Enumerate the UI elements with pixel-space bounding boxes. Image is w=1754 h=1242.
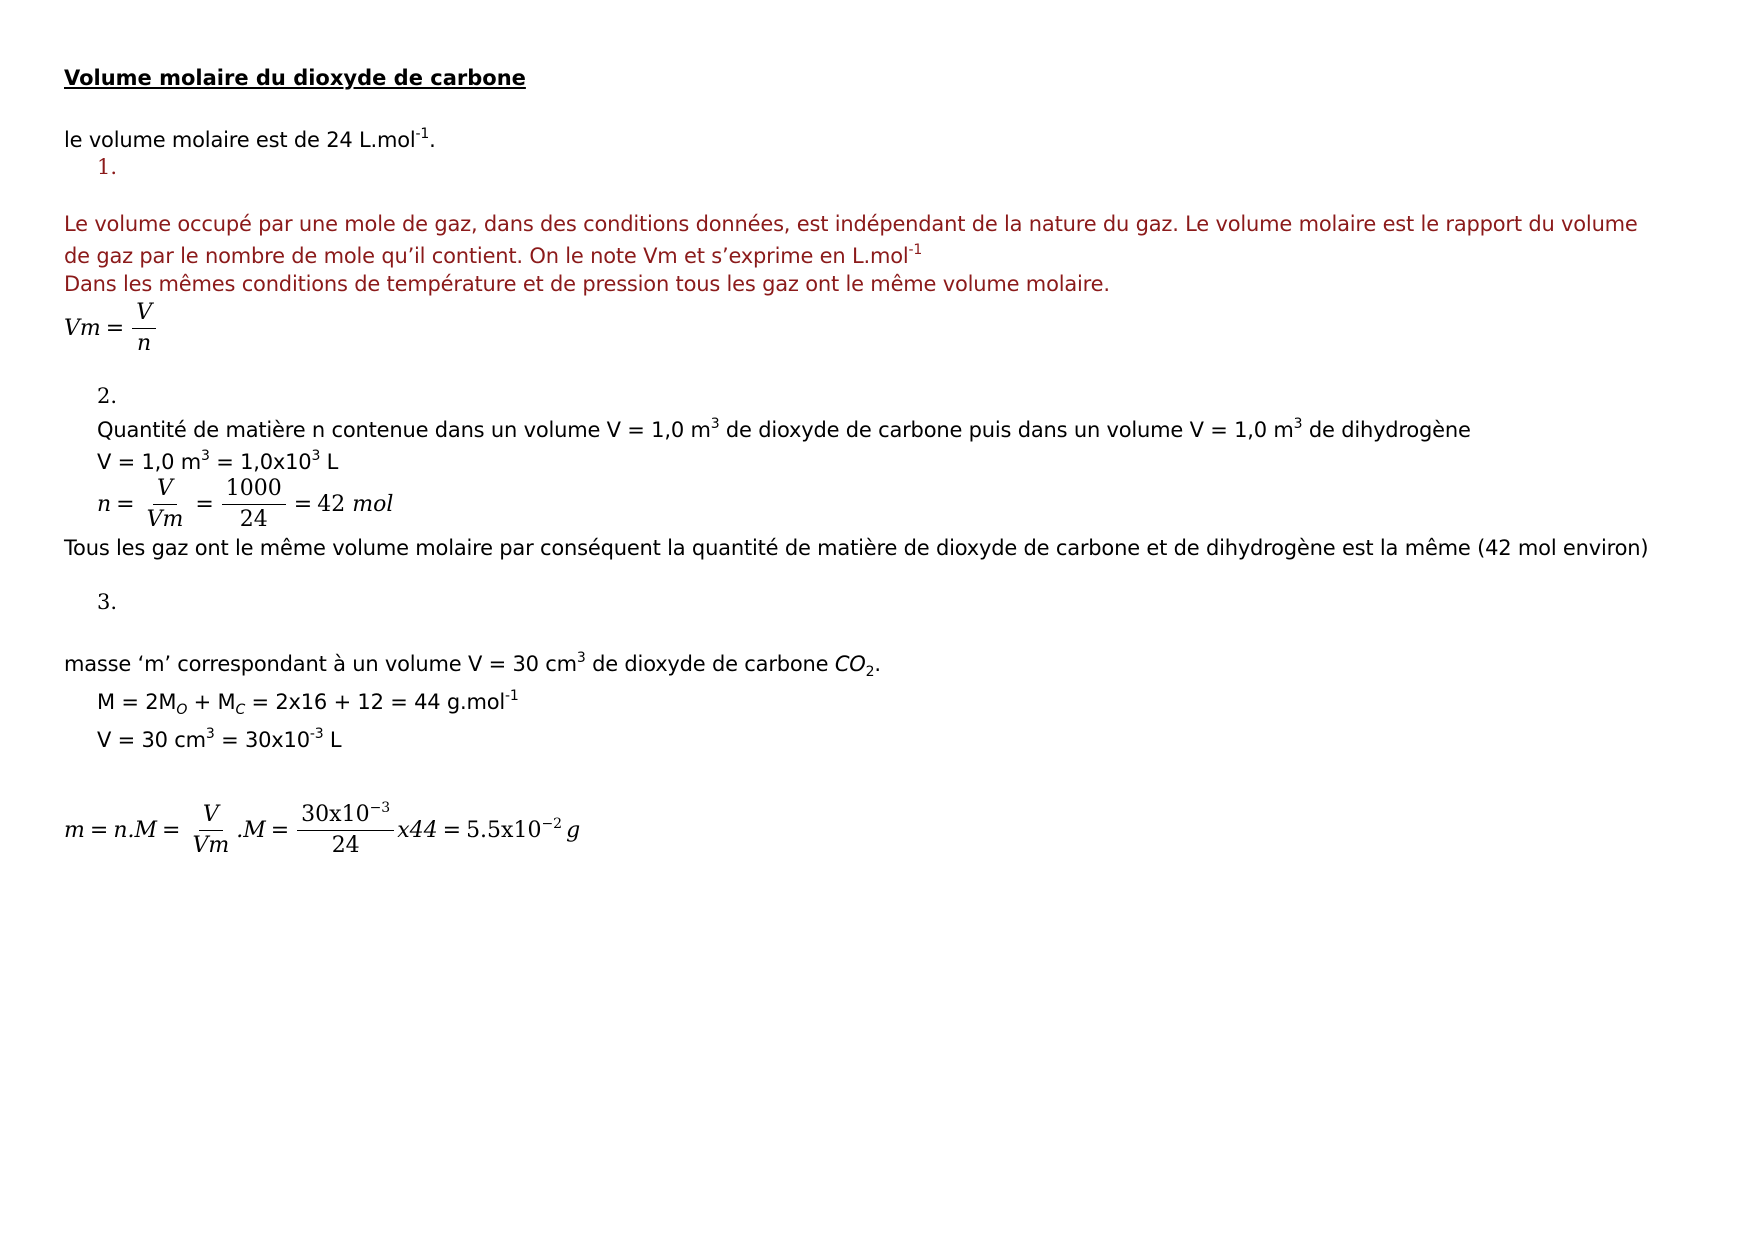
q1-definition-line-2-text: de gaz par le nombre de mole qu’il contient. On le note Vm et s’exprime en L.mol (64, 244, 909, 268)
q3-formula-term-3: x44 (397, 818, 438, 843)
q3-line-3-exp-1: 3 (205, 726, 215, 742)
q3-formula-result-exp: −2 (541, 816, 563, 832)
q3-line-3 (97, 726, 341, 754)
q3-line-1-exp: 3 (576, 650, 586, 666)
q2-line-2 (97, 448, 338, 476)
question-2-number: 2. (97, 384, 118, 408)
q3-formula-result (466, 818, 562, 843)
q2-formula-result: 42 (317, 492, 346, 517)
q3-line-2-a: M = 2M (97, 690, 177, 714)
q2-formula-denominator-1: Vm (146, 507, 184, 532)
q3-formula-numerator-1: V (199, 802, 223, 831)
q3-line-2-b: + M (187, 690, 236, 714)
q3-formula-term-1: n.M (113, 818, 158, 843)
q3-line-1-b: de dioxyde de carbone (585, 652, 835, 676)
q3-formula-equals-4: = (442, 818, 462, 843)
intro-main: le volume molaire est de 24 L.mol (64, 128, 416, 152)
q3-line-2-sub-o: O (176, 702, 188, 718)
q3-line-2-exp: -1 (505, 688, 519, 704)
q2-formula-fraction-2 (222, 476, 286, 533)
q2-formula-lhs: n (97, 492, 112, 517)
q2-line-2-a: V = 1,0 m (97, 450, 202, 474)
intro-exponent: -1 (415, 126, 430, 142)
q1-formula-fraction (132, 300, 156, 357)
q3-line-2-c: = 2x16 + 12 = 44 g.mol (245, 690, 506, 714)
q3-formula-numerator-2-exp: −3 (369, 800, 391, 816)
q3-formula-equals-2: = (162, 818, 181, 843)
q3-line-3-b: = 30x10 (214, 728, 310, 752)
q3-line-3-c: L (323, 728, 342, 752)
q1-formula-lhs: Vm (64, 316, 101, 341)
q2-formula-equals-3: = (293, 492, 313, 517)
q1-formula-equals: = (105, 316, 125, 341)
q2-line-1 (97, 416, 1471, 444)
q3-formula-denominator-2: 24 (331, 833, 360, 858)
q2-formula-numerator-2: 1000 (222, 476, 286, 505)
q2-formula-equals-2: = (195, 492, 214, 517)
q2-line-2-c: L (320, 450, 339, 474)
q3-formula-numerator-2 (297, 802, 394, 831)
q3-line-1-a: masse ‘m’ correspondant à un volume V = 30 cm (64, 652, 577, 676)
q2-formula-unit: mol (352, 492, 394, 517)
question-1-number: 1. (97, 155, 118, 179)
q1-formula (64, 300, 159, 357)
page-title: Volume molaire du dioxyde de carbone (64, 66, 526, 90)
question-3-number: 3. (97, 590, 118, 614)
q2-line-1-exp-1: 3 (710, 416, 720, 432)
q2-line-2-exp-1: 3 (201, 448, 210, 464)
q2-line-1-b: de dioxyde de carbone puis dans un volume V = 1,0 m (719, 418, 1294, 442)
q3-line-1 (64, 650, 881, 678)
q3-line-1-sub: 2 (865, 664, 875, 680)
q3-formula-equals-3: = (270, 818, 290, 843)
q3-line-3-exp-2: -3 (309, 726, 324, 742)
q2-formula (97, 476, 393, 533)
q1-formula-numerator: V (132, 300, 156, 329)
q2-conclusion: Tous les gaz ont le même volume molaire par conséquent la quantité de matière de dioxyde de carbone et de dihydrogène est la même (42 mol environ) (64, 536, 1649, 560)
q3-formula-fraction-2 (297, 802, 394, 859)
q3-formula-fraction-1 (188, 802, 233, 859)
q1-definition-line-3: Dans les mêmes conditions de température et de pression tous les gaz ont le même volume molaire. (64, 272, 1110, 296)
q3-formula-result-base: 5.5x10 (466, 818, 542, 843)
q1-definition-line-2 (64, 242, 922, 270)
q3-line-2-sub-c: C (235, 702, 246, 718)
q3-formula-denominator-1: Vm (192, 833, 230, 858)
intro-text (64, 126, 436, 154)
q3-formula-lhs: m (64, 818, 85, 843)
q3-formula-numerator-2-base: 30x10 (301, 802, 370, 827)
intro-end: . (429, 128, 436, 152)
q3-line-1-end: . (874, 652, 881, 676)
q2-line-1-exp-2: 3 (1293, 416, 1303, 432)
q2-formula-equals-1: = (116, 492, 135, 517)
q1-definition-exponent: -1 (908, 242, 923, 258)
q2-formula-denominator-2: 24 (239, 507, 268, 532)
q2-line-2-b: = 1,0x10 (209, 450, 312, 474)
q3-formula (64, 802, 580, 859)
q2-line-1-a: Quantité de matière n contenue dans un volume V = 1,0 m (97, 418, 711, 442)
q2-formula-fraction-1 (143, 476, 188, 533)
q2-formula-numerator-1: V (153, 476, 177, 505)
q3-formula-unit: g (566, 818, 581, 843)
q3-line-2 (97, 688, 519, 716)
q2-line-1-c: de dihydrogène (1302, 418, 1471, 442)
q3-formula-equals-1: = (89, 818, 109, 843)
q1-definition-line-1: Le volume occupé par une mole de gaz, dans des conditions données, est indépendant de la nature du gaz. Le volume molaire est le rapport du volume (64, 212, 1638, 236)
q3-formula-term-2: .M (236, 818, 266, 843)
q1-formula-denominator: n (137, 331, 152, 356)
q2-line-2-exp-2: 3 (311, 448, 321, 464)
q3-line-1-co: CO (834, 652, 866, 676)
q3-line-3-a: V = 30 cm (97, 728, 206, 752)
